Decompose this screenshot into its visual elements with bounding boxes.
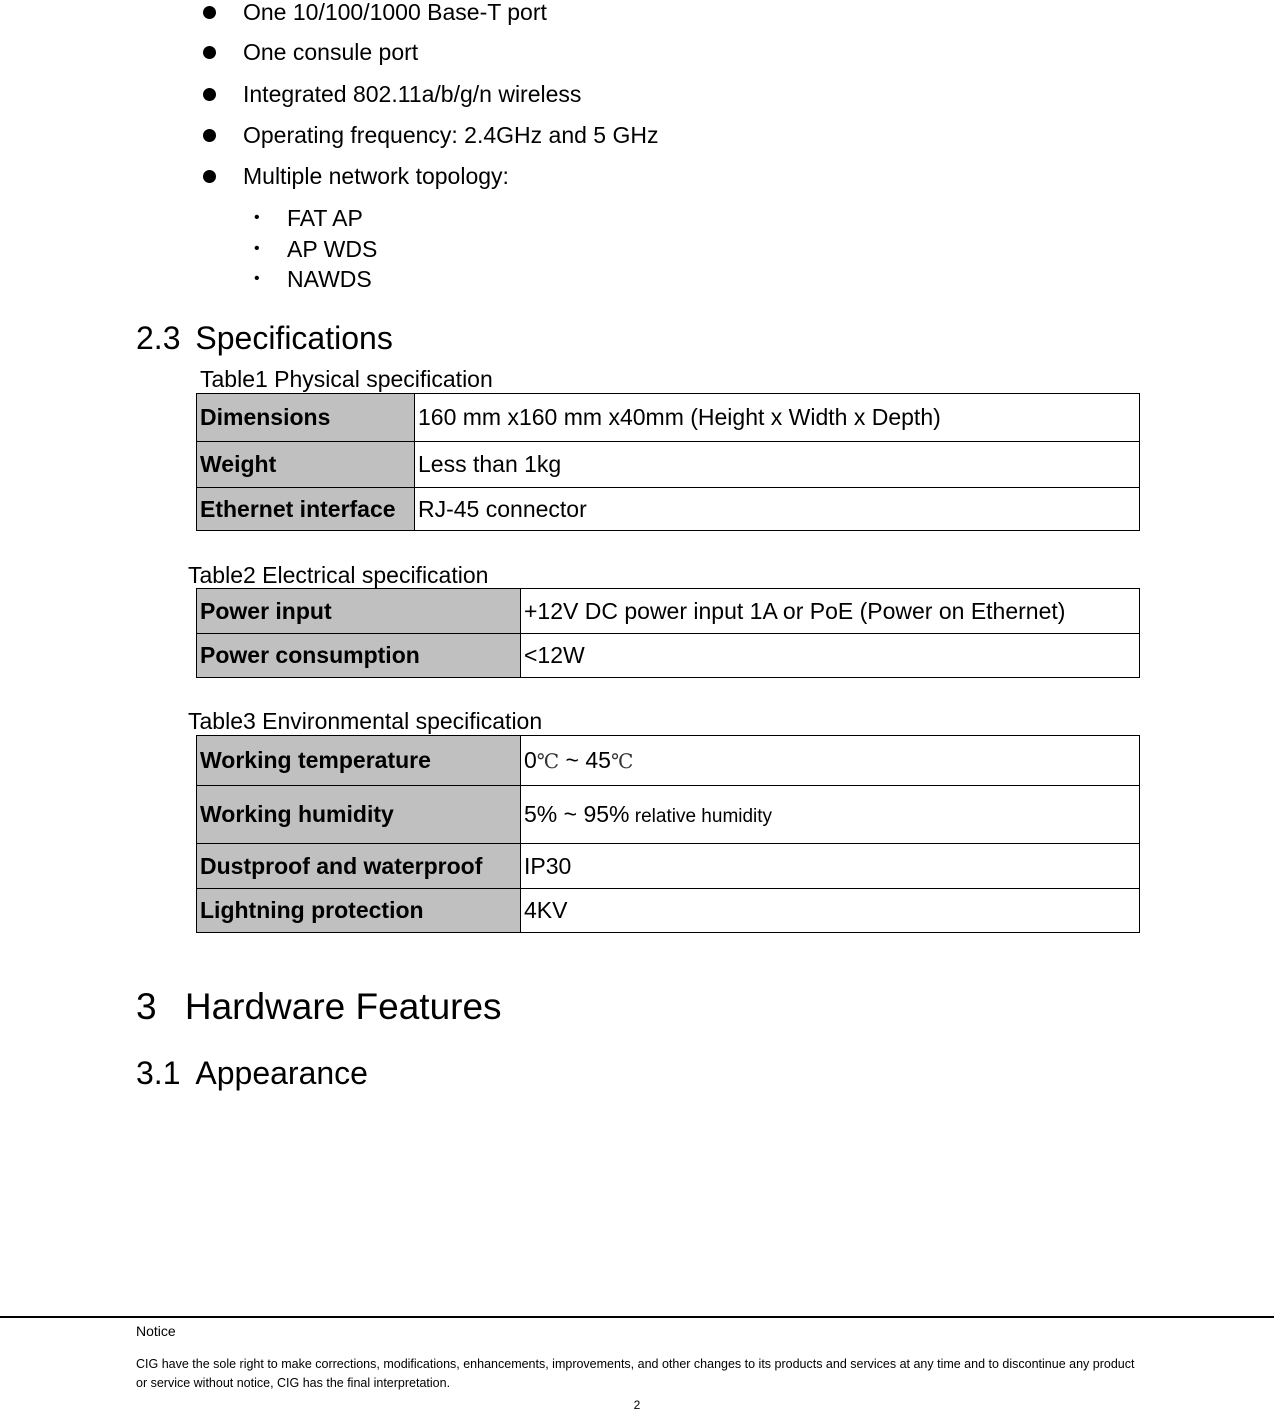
spec-key: Weight xyxy=(197,442,415,488)
footer-divider xyxy=(0,1316,1274,1318)
spec-value: <12W xyxy=(521,634,1140,678)
spec-key: Working temperature xyxy=(197,736,521,786)
bullet-text: One consule port xyxy=(243,39,419,65)
table-row xyxy=(197,736,1140,786)
bullet-dot-icon xyxy=(203,6,216,19)
celsius-unit: ℃ xyxy=(610,749,634,773)
section-heading-3 xyxy=(136,986,502,1028)
bullet-dot-icon xyxy=(203,88,216,101)
table2-caption: Table2 Electrical specification xyxy=(188,562,489,588)
sub-bullet-marker: • xyxy=(254,209,260,226)
section-title: Hardware Features xyxy=(184,986,502,1027)
spec-key: Lightning protection xyxy=(197,889,521,933)
table-row xyxy=(197,844,1140,889)
table-row xyxy=(197,786,1140,844)
sub-bullet-marker: • xyxy=(254,270,260,287)
spec-key: Ethernet interface xyxy=(197,488,415,531)
humidity-range: 5% ~ 95% xyxy=(524,801,630,827)
temp-max: ~ 45 xyxy=(559,747,611,773)
section-title: Specifications xyxy=(195,320,393,356)
spec-value: RJ-45 connector xyxy=(415,488,1140,531)
table3-environmental-spec xyxy=(196,735,1140,933)
bullet-text: Multiple network topology: xyxy=(243,163,509,189)
spec-value xyxy=(521,786,1140,844)
spec-value: 160 mm x160 mm x40mm (Height x Width x Depth) xyxy=(415,394,1140,442)
bullet-dot-icon xyxy=(203,170,216,183)
humidity-note: relative humidity xyxy=(629,806,773,827)
table2-electrical-spec xyxy=(196,588,1140,678)
section-title: Appearance xyxy=(195,1055,368,1091)
bullet-text: Integrated 802.11a/b/g/n wireless xyxy=(243,81,582,107)
spec-key: Power input xyxy=(197,589,521,634)
table-row xyxy=(197,889,1140,933)
table1-caption: Table1 Physical specification xyxy=(200,366,493,392)
table-row xyxy=(197,394,1140,442)
table-row xyxy=(197,488,1140,531)
spec-value: +12V DC power input 1A or PoE (Power on Ethernet) xyxy=(521,589,1140,634)
section-number: 2.3 xyxy=(136,320,181,356)
section-heading-2-3 xyxy=(136,320,393,357)
section-heading-3-1 xyxy=(136,1055,368,1092)
bullet-dot-icon xyxy=(203,129,216,142)
spec-value: IP30 xyxy=(521,844,1140,889)
spec-key: Working humidity xyxy=(197,786,521,844)
celsius-unit: ℃ xyxy=(536,749,560,773)
table-row xyxy=(197,634,1140,678)
temp-min: 0 xyxy=(524,747,537,773)
bullet-text: One 10/100/1000 Base-T port xyxy=(243,0,547,25)
spec-value: 4KV xyxy=(521,889,1140,933)
sub-bullet-marker: • xyxy=(254,240,260,257)
footer-notice-label: Notice xyxy=(136,1323,176,1339)
table-row xyxy=(197,442,1140,488)
table-row xyxy=(197,589,1140,634)
spec-key: Power consumption xyxy=(197,634,521,678)
bullet-text: Operating frequency: 2.4GHz and 5 GHz xyxy=(243,122,659,148)
spec-value xyxy=(521,736,1140,786)
spec-key: Dimensions xyxy=(197,394,415,442)
sub-bullet-text: FAT AP xyxy=(287,205,363,231)
table3-caption: Table3 Environmental specification xyxy=(188,708,543,734)
spec-value: Less than 1kg xyxy=(415,442,1140,488)
section-number: 3 xyxy=(136,986,157,1027)
table1-physical-spec xyxy=(196,393,1140,531)
footer-notice-text: CIG have the sole right to make corrections, modifications, enhancements, improvements, and other changes to its products and services at any time and to discontinue any product or service without notice, CIG has the final interpretation. xyxy=(136,1357,1135,1390)
bullet-dot-icon xyxy=(203,46,216,59)
page-number: 2 xyxy=(633,1398,641,1412)
section-number: 3.1 xyxy=(136,1055,181,1091)
spec-key: Dustproof and waterproof xyxy=(197,844,521,889)
sub-bullet-text: AP WDS xyxy=(287,236,378,262)
sub-bullet-text: NAWDS xyxy=(287,266,372,292)
